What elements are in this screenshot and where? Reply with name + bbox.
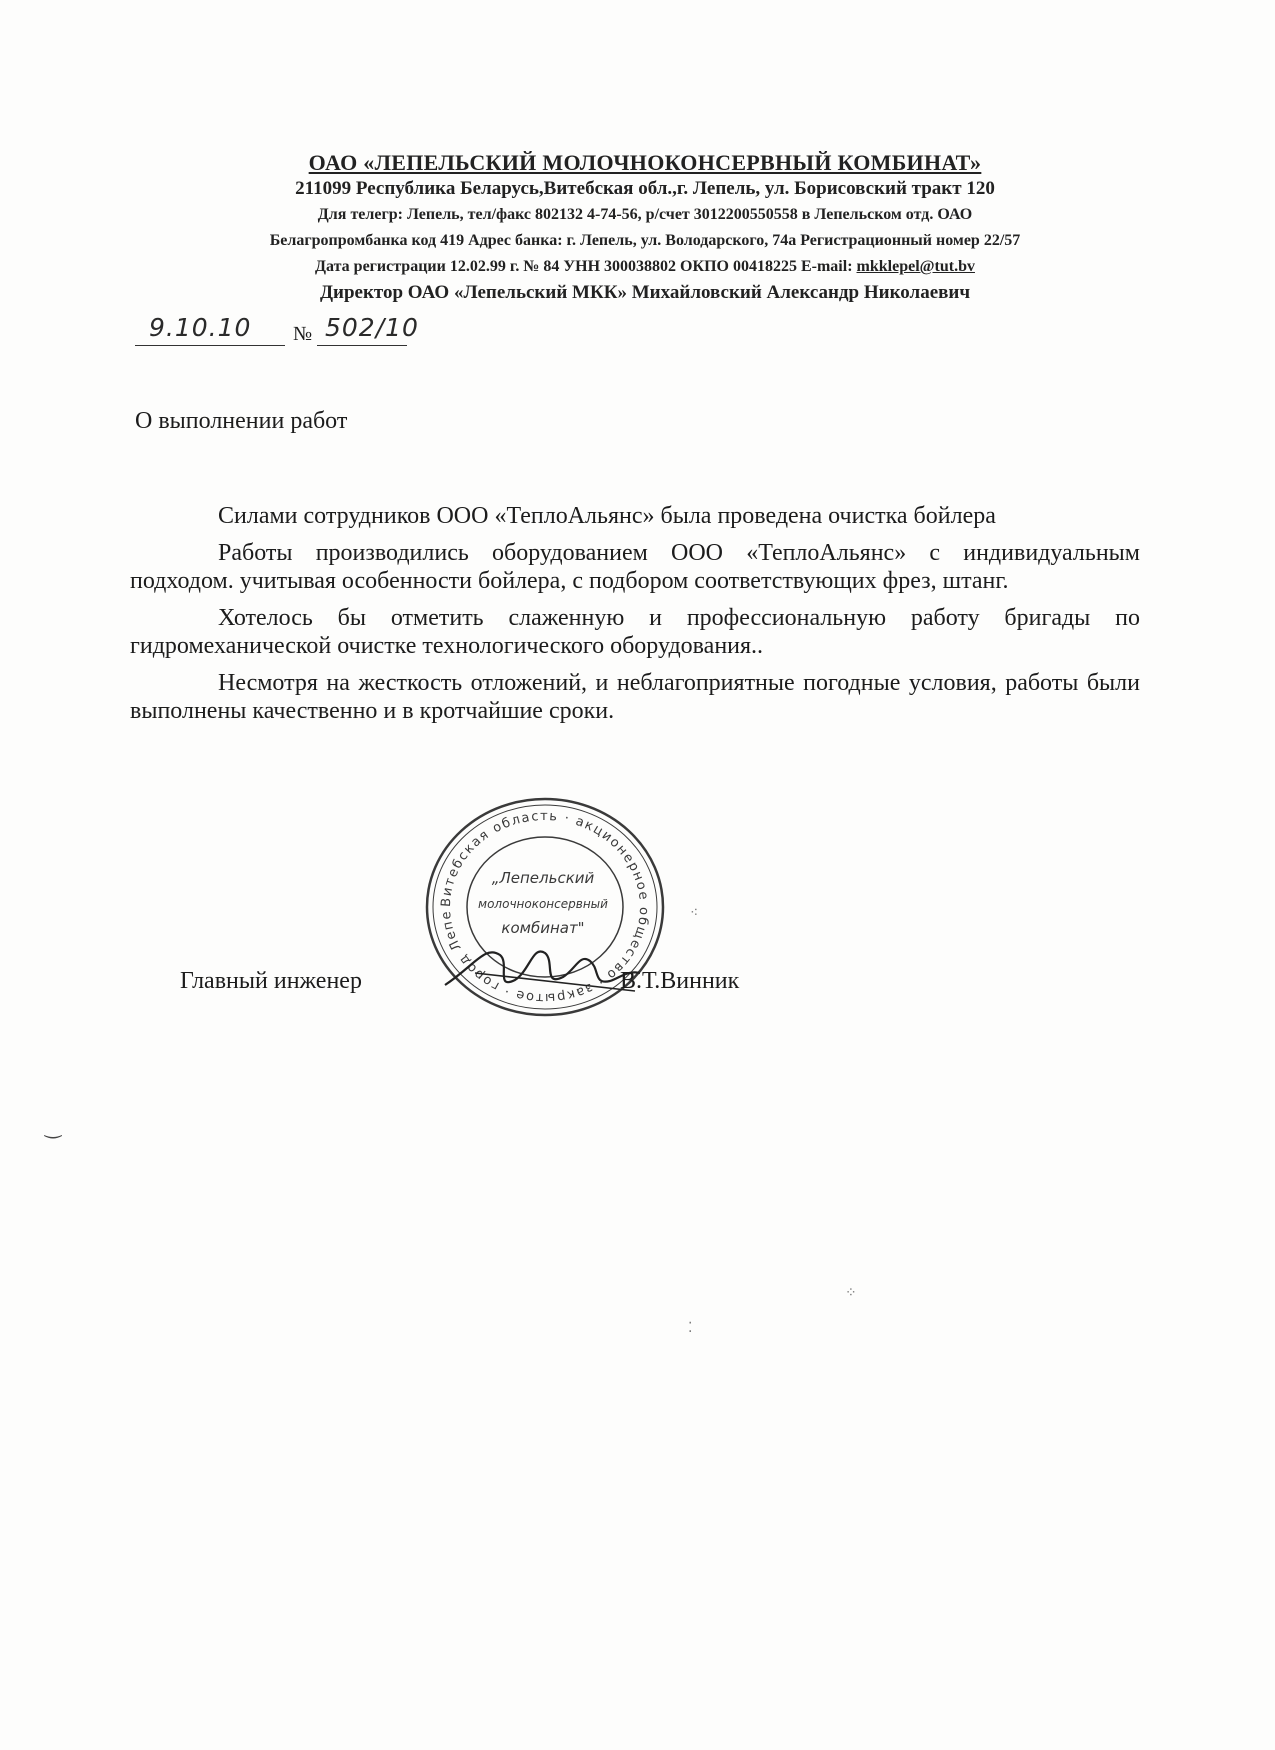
company-telegraph: Для телегр: Лепель, тел/факс 802132 4-74-56, р/счет 3012200550558 в Лепельском отд. ОАО	[317, 206, 973, 223]
registration-text: Дата регистрации 12.02.99 г. № 84 УНН 300038802 ОКПО 00418225 E-mail:	[315, 258, 857, 275]
number-underline	[317, 345, 407, 346]
body-paragraph: Работы производились оборудованием ООО «ТеплоАльянс» с индивидуальным подходом. учитывая особенности бойлера, с подбором соответствующих фрез, штанг.	[130, 540, 1140, 594]
outgoing-number: 502/10	[325, 313, 419, 342]
company-director: Директор ОАО «Лепельский МКК» Михайловский Александр Николаевич	[319, 282, 971, 303]
company-registration	[150, 254, 1140, 280]
outgoing-reference	[135, 313, 435, 353]
date-underline	[135, 345, 285, 346]
scan-speck: ⁖	[690, 906, 699, 921]
scan-speck: ‿	[45, 1117, 62, 1139]
scan-speck: ⁘	[845, 1286, 857, 1301]
letter-body	[130, 502, 1140, 734]
body-paragraph: Хотелось бы отметить слаженную и профессиональную работу бригады по гидромеханической очистке технологического оборудования..	[130, 605, 1140, 659]
outgoing-date: 9.10.10	[149, 313, 252, 342]
signatory-position: Главный инженер	[180, 968, 362, 994]
signatory-name: В.Т.Винник	[620, 968, 740, 994]
stamp-line-1: „Лепельский	[491, 869, 595, 887]
letter-subject: О выполнении работ	[135, 408, 348, 434]
company-bank: Белагропромбанка код 419 Адрес банка: г. Лепель, ул. Володарского, 74а Регистрационный номер 22/57	[269, 232, 1021, 249]
stamp-ring-text: Витебская область · акционерное общество · закрытое · город Лепе	[438, 808, 652, 1006]
company-address: 211099 Республика Беларусь,Витебская обл.,г. Лепель, ул. Борисовский тракт 120	[295, 178, 995, 199]
number-label: №	[293, 323, 313, 345]
stamp-line-3: комбинат"	[501, 919, 585, 937]
company-name: ОАО «ЛЕПЕЛЬСКИЙ МОЛОЧНОКОНСЕРВНЫЙ КОМБИНАТ»	[308, 150, 982, 175]
scan-speck: ⁚	[688, 1321, 693, 1336]
stamp-line-2: молочноконсервный	[478, 897, 608, 911]
body-paragraph: Силами сотрудников ООО «ТеплоАльянс» была проведена очистка бойлера	[218, 503, 996, 529]
letterhead	[150, 150, 1140, 306]
body-paragraph: Несмотря на жесткость отложений, и неблагоприятные погодные условия, работы были выполнены качественно и в кротчайшие сроки.	[130, 670, 1140, 724]
company-email: mkklepel@tut.bv	[856, 258, 975, 275]
